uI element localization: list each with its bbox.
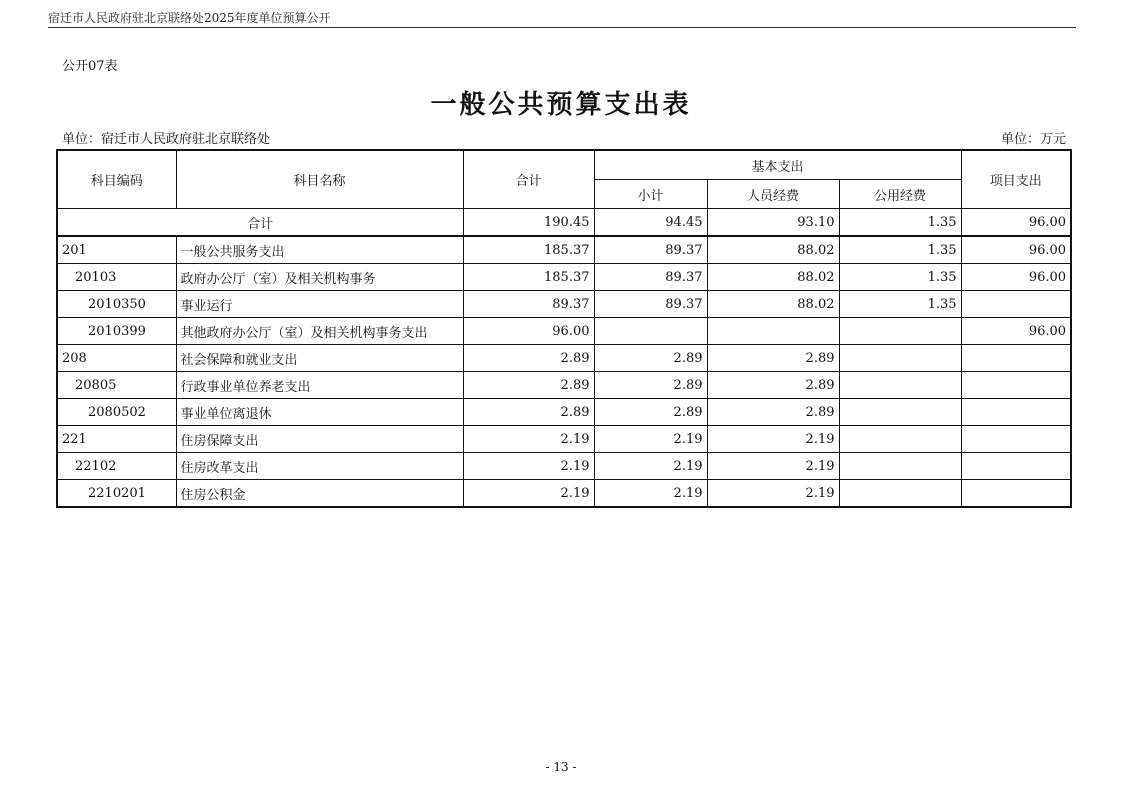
total-label: 合计 — [57, 209, 463, 237]
total-project: 96.00 — [961, 209, 1071, 237]
row-public: 1.35 — [839, 236, 961, 264]
row-personnel: 2.19 — [707, 480, 839, 508]
row-public — [839, 399, 961, 426]
row-subtotal: 89.37 — [594, 291, 707, 318]
running-header: 宿迁市人民政府驻北京联络处2025年度单位预算公开 — [48, 11, 331, 25]
row-total: 96.00 — [463, 318, 594, 345]
row-code: 22102 — [57, 453, 176, 480]
row-name: 一般公共服务支出 — [176, 236, 463, 264]
row-name: 住房改革支出 — [176, 453, 463, 480]
row-subtotal: 89.37 — [594, 264, 707, 291]
page-number: - 13 - — [545, 760, 577, 774]
row-name: 住房保障支出 — [176, 426, 463, 453]
row-project: 96.00 — [961, 236, 1071, 264]
form-number: 公开07表 — [62, 59, 118, 74]
table-row — [57, 291, 1071, 318]
header-project-expenditure: 项目支出 — [961, 150, 1071, 209]
row-project — [961, 291, 1071, 318]
header-total: 合计 — [463, 150, 594, 209]
table-row — [57, 318, 1071, 345]
row-total: 89.37 — [463, 291, 594, 318]
row-total: 185.37 — [463, 264, 594, 291]
row-personnel: 88.02 — [707, 236, 839, 264]
table-row — [57, 426, 1071, 453]
header-subtotal: 小计 — [594, 180, 707, 209]
row-project — [961, 399, 1071, 426]
row-personnel — [707, 318, 839, 345]
table-body — [57, 209, 1071, 508]
row-public: 1.35 — [839, 291, 961, 318]
table-row — [57, 480, 1071, 508]
table-row — [57, 453, 1071, 480]
table-row — [57, 372, 1071, 399]
row-project — [961, 480, 1071, 508]
row-total: 2.19 — [463, 453, 594, 480]
table-row — [57, 236, 1071, 264]
total-personnel: 93.10 — [707, 209, 839, 237]
row-project: 96.00 — [961, 264, 1071, 291]
row-personnel: 88.02 — [707, 291, 839, 318]
table-header — [57, 150, 1071, 209]
row-total: 2.19 — [463, 480, 594, 508]
row-code: 201 — [57, 236, 176, 264]
row-subtotal — [594, 318, 707, 345]
row-code: 208 — [57, 345, 176, 372]
row-code: 2210201 — [57, 480, 176, 508]
row-code: 221 — [57, 426, 176, 453]
row-public — [839, 480, 961, 508]
row-total: 2.89 — [463, 345, 594, 372]
row-total: 2.89 — [463, 399, 594, 426]
row-name: 社会保障和就业支出 — [176, 345, 463, 372]
row-subtotal: 2.19 — [594, 480, 707, 508]
row-personnel: 2.19 — [707, 453, 839, 480]
row-public — [839, 318, 961, 345]
row-personnel: 2.89 — [707, 345, 839, 372]
row-code: 2080502 — [57, 399, 176, 426]
row-total: 185.37 — [463, 236, 594, 264]
row-project — [961, 453, 1071, 480]
row-personnel: 2.89 — [707, 372, 839, 399]
table-row — [57, 264, 1071, 291]
header-basic-expenditure: 基本支出 — [594, 150, 961, 180]
row-project: 96.00 — [961, 318, 1071, 345]
row-public — [839, 372, 961, 399]
row-total: 2.19 — [463, 426, 594, 453]
row-code: 20103 — [57, 264, 176, 291]
total-amount: 190.45 — [463, 209, 594, 237]
header-name: 科目名称 — [176, 150, 463, 209]
row-subtotal: 89.37 — [594, 236, 707, 264]
row-name: 行政事业单位养老支出 — [176, 372, 463, 399]
row-code: 2010350 — [57, 291, 176, 318]
row-code: 2010399 — [57, 318, 176, 345]
row-public — [839, 426, 961, 453]
row-subtotal: 2.89 — [594, 372, 707, 399]
page-title: 一般公共预算支出表 — [430, 90, 692, 120]
row-subtotal: 2.19 — [594, 426, 707, 453]
row-subtotal: 2.89 — [594, 399, 707, 426]
row-name: 政府办公厅（室）及相关机构事务 — [176, 264, 463, 291]
currency-unit: 单位：万元 — [1000, 132, 1066, 147]
total-subtotal: 94.45 — [594, 209, 707, 237]
row-name: 其他政府办公厅（室）及相关机构事务支出 — [176, 318, 463, 345]
row-name: 事业单位离退休 — [176, 399, 463, 426]
row-subtotal: 2.89 — [594, 345, 707, 372]
row-total: 2.89 — [463, 372, 594, 399]
table-row — [57, 345, 1071, 372]
total-row — [57, 209, 1071, 237]
row-public — [839, 453, 961, 480]
row-code: 20805 — [57, 372, 176, 399]
total-public: 1.35 — [839, 209, 961, 237]
row-project — [961, 372, 1071, 399]
row-public: 1.35 — [839, 264, 961, 291]
row-personnel: 2.19 — [707, 426, 839, 453]
row-public — [839, 345, 961, 372]
budget-expenditure-table — [56, 149, 1072, 508]
header-code: 科目编码 — [57, 150, 176, 209]
row-project — [961, 345, 1071, 372]
row-subtotal: 2.19 — [594, 453, 707, 480]
row-personnel: 88.02 — [707, 264, 839, 291]
table-row — [57, 399, 1071, 426]
header-public-cost: 公用经费 — [839, 180, 961, 209]
header-personnel-cost: 人员经费 — [707, 180, 839, 209]
reporting-unit: 单位：宿迁市人民政府驻北京联络处 — [62, 132, 271, 147]
header-divider — [48, 27, 1076, 28]
row-name: 事业运行 — [176, 291, 463, 318]
row-personnel: 2.89 — [707, 399, 839, 426]
row-name: 住房公积金 — [176, 480, 463, 508]
row-project — [961, 426, 1071, 453]
